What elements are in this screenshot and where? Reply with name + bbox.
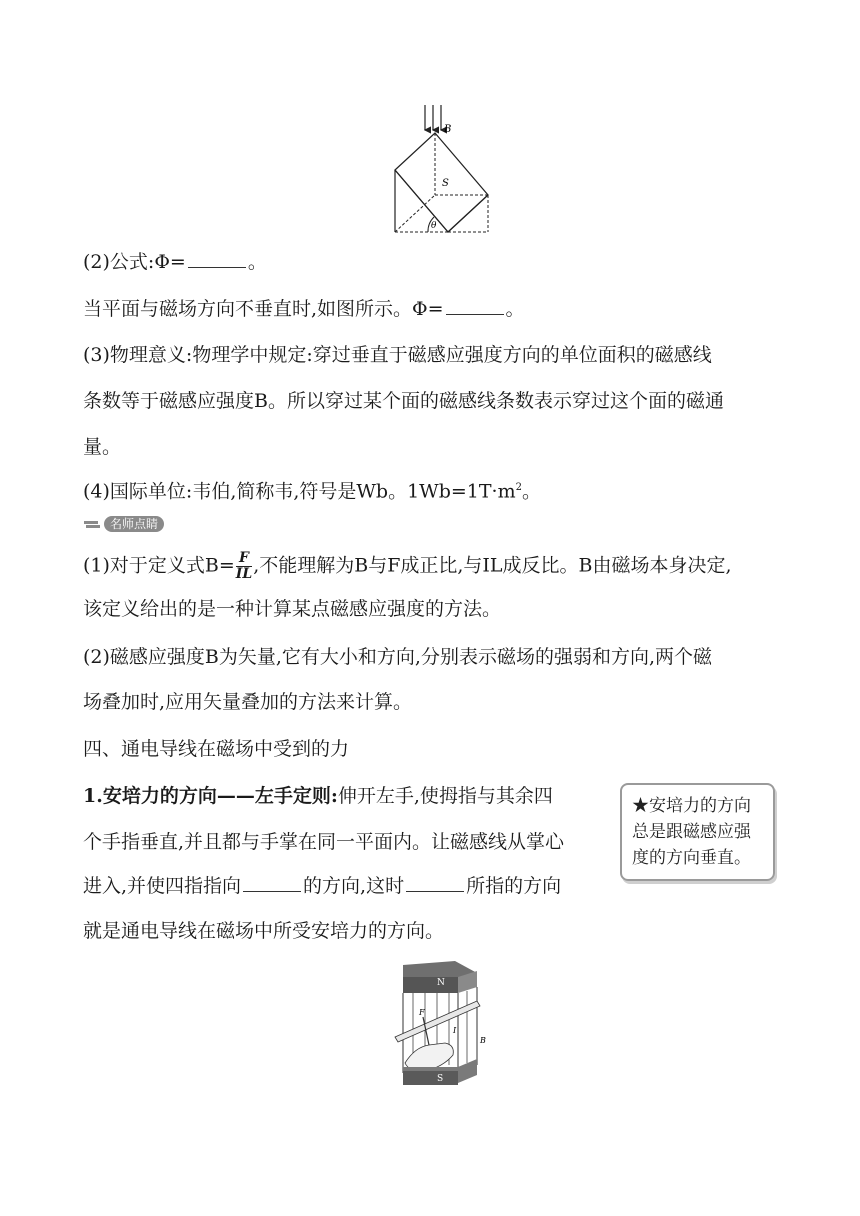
label-s-pole: S — [437, 1074, 444, 1084]
fraction: $\frac{F}{IL}$ — [235, 550, 253, 582]
label-i: I — [453, 1026, 457, 1035]
side-note-box: ★安培力的方向总是跟磁感应强度的方向垂直。 — [620, 783, 775, 881]
blank-4 — [406, 873, 464, 892]
tip-2-line-1: (2)磁感应强度B为矢量,它有大小和方向,分别表示磁场的强弱和方向,两个磁 — [83, 646, 712, 668]
tilted-plane-figure — [380, 100, 500, 235]
label-b-field: B — [480, 1036, 486, 1045]
section-four-heading: 四、通电导线在磁场中受到的力 — [83, 738, 350, 760]
label-f: F — [419, 1008, 425, 1017]
physical-meaning-1: (3)物理意义:物理学中规定:穿过垂直于磁感应强度方向的单位面积的磁感线 — [83, 344, 712, 366]
physical-meaning-2: 条数等于磁感应强度B。所以穿过某个面的磁感线条数表示穿过这个面的磁通 — [83, 390, 724, 412]
label-s: S — [442, 178, 449, 189]
si-unit-line: (4)国际单位:韦伯,简称韦,符号是Wb。$1Wb=1T\cdot m^2$。 — [83, 480, 541, 503]
left-hand-rule-line-2: 个手指垂直,并且都与手掌在同一平面内。让磁感线从掌心 — [83, 831, 565, 853]
tip-2-line-2: 场叠加时,应用矢量叠加的方法来计算。 — [83, 691, 413, 713]
label-n: N — [437, 978, 445, 988]
formula-line: (2)公式:Φ= 。 — [83, 251, 267, 273]
blank-3 — [243, 873, 301, 892]
physical-meaning-3: 量。 — [83, 436, 122, 458]
left-hand-rule-figure — [385, 955, 495, 1095]
blank-2 — [446, 296, 504, 315]
tag-label: 名师点睛 — [104, 516, 164, 532]
left-hand-rule-line-3: 进入,并使四指指向 的方向,这时 所指的方向 — [83, 875, 562, 897]
label-b: B — [444, 124, 452, 135]
tip-1-line-2: 该定义给出的是一种计算某点磁感应强度的方法。 — [83, 598, 502, 620]
left-hand-rule-line-1: 1.安培力的方向——左手定则:伸开左手,使拇指与其余四 — [83, 785, 553, 807]
left-hand-rule-line-4: 就是通电导线在磁场中所受安培力的方向。 — [83, 920, 445, 942]
blank-1 — [188, 249, 246, 268]
teacher-tip-tag — [83, 515, 164, 533]
book-icon — [83, 517, 101, 531]
non-perpendicular-line: 当平面与磁场方向不垂直时,如图所示。Φ= 。 — [83, 298, 525, 320]
tip-1-line-1: (1)对于定义式B= $\frac{F}{IL}$ ,不能理解为B与F成正比,与IL成反比。B由磁场本身决定, — [83, 550, 732, 582]
label-theta: θ — [431, 221, 437, 231]
